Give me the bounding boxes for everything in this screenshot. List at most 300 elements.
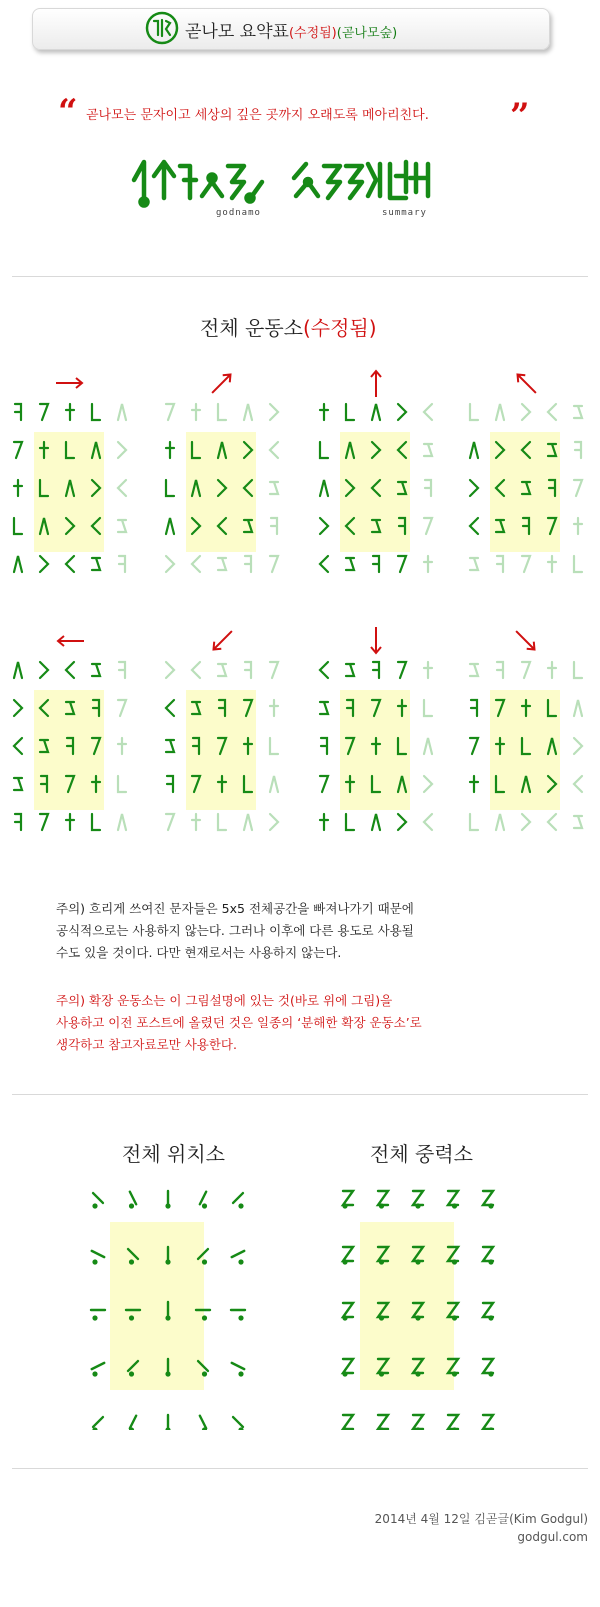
glyph bbox=[575, 442, 581, 458]
glyph bbox=[320, 556, 328, 572]
glyph bbox=[14, 700, 22, 716]
glyph bbox=[346, 480, 354, 496]
glyph bbox=[270, 482, 278, 494]
glyph bbox=[198, 1361, 208, 1377]
glyph bbox=[14, 738, 22, 754]
glyph bbox=[424, 662, 432, 678]
glyph bbox=[523, 518, 529, 534]
glyph bbox=[483, 1303, 494, 1321]
glyph bbox=[413, 1359, 423, 1377]
glyph bbox=[128, 1361, 138, 1377]
direction-arrow-icon bbox=[202, 368, 242, 398]
glyph bbox=[413, 1303, 423, 1321]
direction-arrow-icon bbox=[202, 626, 242, 656]
glyph bbox=[548, 556, 556, 572]
glyph bbox=[166, 700, 174, 716]
glyph bbox=[470, 518, 478, 534]
glyph bbox=[192, 518, 200, 534]
glyph bbox=[574, 518, 582, 534]
glyph bbox=[92, 1363, 105, 1377]
glyph bbox=[548, 444, 556, 456]
script-title-label-right: summary bbox=[382, 208, 427, 218]
glyph bbox=[166, 518, 174, 534]
glyph bbox=[496, 442, 504, 458]
movement-section-title bbox=[200, 312, 377, 341]
glyph bbox=[346, 738, 354, 754]
glyph bbox=[244, 776, 252, 792]
glyph bbox=[244, 404, 252, 420]
header-tag-forest: (곧나모숲) bbox=[336, 26, 398, 41]
glyph bbox=[40, 442, 48, 458]
glyph bbox=[548, 814, 556, 830]
glyph bbox=[346, 776, 354, 792]
glyph bbox=[92, 1251, 105, 1265]
glyph bbox=[200, 1192, 207, 1209]
glyph bbox=[470, 664, 478, 676]
glyph bbox=[470, 814, 478, 830]
glyph bbox=[198, 1249, 208, 1265]
glyph bbox=[118, 442, 126, 458]
glyph bbox=[496, 814, 504, 830]
note-red-line: 사용하고 이전 포스트에 올렸던 것은 일종의 ‘분해한 확장 운동소’로 bbox=[56, 1015, 422, 1030]
note-red bbox=[56, 990, 422, 1056]
glyph bbox=[522, 776, 530, 792]
glyph bbox=[196, 1310, 210, 1321]
footer-date: 2014년 4월 12일 김곧글(Kim Godgul) bbox=[374, 1512, 588, 1526]
quote-open-mark: “ bbox=[58, 92, 78, 132]
glyph bbox=[398, 814, 406, 830]
glyph bbox=[378, 1191, 388, 1209]
glyph bbox=[92, 442, 100, 458]
glyph bbox=[413, 1415, 423, 1430]
glyph bbox=[92, 814, 100, 830]
glyph bbox=[118, 700, 126, 716]
glyph bbox=[92, 480, 100, 496]
glyph bbox=[40, 662, 48, 678]
glyph bbox=[128, 1249, 138, 1265]
glyph bbox=[66, 442, 74, 458]
movement-glyph-grid bbox=[158, 654, 306, 840]
glyph bbox=[165, 1191, 170, 1209]
glyph bbox=[470, 558, 478, 570]
glyph bbox=[424, 518, 432, 534]
glyph bbox=[166, 556, 174, 572]
glyph bbox=[424, 814, 432, 830]
glyph bbox=[398, 662, 406, 678]
glyph bbox=[522, 738, 530, 754]
glyph bbox=[192, 776, 200, 792]
glyph bbox=[118, 738, 126, 754]
glyph bbox=[91, 1310, 105, 1321]
glyph bbox=[14, 556, 22, 572]
glyph bbox=[424, 738, 432, 754]
movement-panel bbox=[6, 654, 154, 840]
glyph bbox=[92, 738, 100, 754]
position-section-title: 전체 위치소 bbox=[122, 1142, 225, 1166]
glyph bbox=[270, 404, 278, 420]
glyph bbox=[346, 814, 354, 830]
glyph bbox=[200, 1416, 207, 1430]
glyph bbox=[166, 814, 174, 830]
glyph bbox=[470, 738, 478, 754]
glyph bbox=[548, 662, 556, 678]
quote-text: 곧나모는 문자이고 세상의 깊은 곳까지 오래도록 메아리친다. bbox=[86, 108, 429, 123]
movement-glyph-grid bbox=[158, 396, 306, 582]
glyph bbox=[471, 700, 477, 716]
glyph bbox=[14, 778, 22, 790]
glyph bbox=[192, 814, 200, 830]
glyph bbox=[320, 776, 328, 792]
glyph bbox=[399, 518, 405, 534]
godnamo-script-title bbox=[128, 152, 458, 222]
glyph bbox=[218, 480, 226, 496]
glyph bbox=[40, 700, 48, 716]
glyph bbox=[166, 662, 174, 678]
glyph bbox=[40, 480, 48, 496]
glyph bbox=[483, 1359, 494, 1377]
movement-panels bbox=[0, 366, 600, 866]
glyph bbox=[14, 480, 22, 496]
glyph bbox=[522, 404, 530, 420]
glyph bbox=[413, 1247, 423, 1265]
glyph bbox=[548, 700, 556, 716]
glyph bbox=[270, 776, 278, 792]
glyph bbox=[347, 700, 353, 716]
glyph bbox=[244, 814, 252, 830]
glyph bbox=[218, 404, 226, 420]
glyph bbox=[14, 442, 22, 458]
movement-title-text: 전체 운동소 bbox=[200, 316, 303, 340]
divider bbox=[12, 276, 588, 277]
movement-glyph-grid bbox=[6, 396, 154, 582]
note-red-line: 생각하고 참고자료로만 사용한다. bbox=[56, 1037, 237, 1052]
glyph bbox=[574, 776, 582, 792]
glyph bbox=[346, 558, 354, 570]
footer-site-link[interactable]: godgul.com bbox=[517, 1530, 588, 1544]
glyph bbox=[372, 404, 380, 420]
motto-quote bbox=[58, 92, 548, 136]
glyph bbox=[320, 404, 328, 420]
glyph bbox=[244, 480, 252, 496]
glyph bbox=[66, 556, 74, 572]
glyph bbox=[245, 556, 251, 572]
glyph bbox=[372, 442, 380, 458]
glyph bbox=[40, 518, 48, 534]
glyph bbox=[372, 814, 380, 830]
glyph bbox=[66, 480, 74, 496]
glyph bbox=[378, 1247, 388, 1265]
script-title-glyphs bbox=[128, 152, 458, 208]
glyph bbox=[233, 1417, 244, 1430]
glyph bbox=[118, 404, 126, 420]
glyph bbox=[165, 1247, 170, 1265]
glyph bbox=[398, 738, 406, 754]
glyph bbox=[67, 738, 73, 754]
glyph bbox=[165, 1302, 170, 1321]
divider bbox=[12, 1094, 588, 1095]
glyph bbox=[346, 442, 354, 458]
header-title bbox=[185, 17, 397, 42]
glyph bbox=[522, 482, 530, 494]
movement-glyph-grid bbox=[6, 654, 154, 840]
direction-arrow-icon bbox=[50, 626, 90, 656]
movement-glyph-grid bbox=[312, 654, 460, 840]
glyph bbox=[424, 444, 432, 456]
glyph bbox=[192, 662, 200, 678]
glyph bbox=[398, 700, 406, 716]
glyph bbox=[470, 442, 478, 458]
glyph bbox=[40, 556, 48, 572]
glyph bbox=[192, 556, 200, 572]
glyph bbox=[218, 738, 226, 754]
movement-panel bbox=[158, 396, 306, 582]
glyph bbox=[378, 1303, 388, 1321]
glyph bbox=[483, 1191, 494, 1209]
glyph bbox=[425, 480, 431, 496]
glyph bbox=[372, 520, 380, 532]
direction-arrow-icon bbox=[356, 626, 396, 656]
glyph bbox=[66, 518, 74, 534]
glyph bbox=[166, 442, 174, 458]
glyph bbox=[231, 1310, 245, 1321]
glyph bbox=[424, 404, 432, 420]
note-black-line: 공식적으로는 사용하지 않는다. 그러나 이후에 다른 용도로 사용될 bbox=[56, 923, 414, 938]
glyph bbox=[119, 556, 125, 572]
movement-panel bbox=[158, 654, 306, 840]
movement-panel bbox=[312, 396, 460, 582]
glyph bbox=[496, 404, 504, 420]
glyph bbox=[244, 520, 252, 532]
glyph bbox=[218, 664, 226, 676]
header-banner bbox=[32, 8, 550, 50]
glyph bbox=[373, 662, 379, 678]
glyph bbox=[342, 1359, 353, 1377]
glyph bbox=[548, 738, 556, 754]
glyph bbox=[574, 480, 582, 496]
position-gravity-panels bbox=[0, 1180, 600, 1440]
glyph bbox=[244, 738, 252, 754]
glyph bbox=[165, 1359, 170, 1377]
movement-panel bbox=[462, 654, 600, 840]
glyph bbox=[320, 702, 328, 714]
note-black-line: 수도 있을 것이다. 다만 현재로서는 사용하지 않는다. bbox=[56, 945, 342, 960]
glyph bbox=[522, 814, 530, 830]
glyph bbox=[92, 558, 100, 570]
direction-arrow-icon bbox=[50, 368, 90, 398]
movement-panel bbox=[6, 396, 154, 582]
glyph bbox=[219, 700, 225, 716]
glyph bbox=[118, 776, 126, 792]
glyph bbox=[165, 1415, 170, 1430]
glyph bbox=[192, 442, 200, 458]
glyph bbox=[92, 1417, 103, 1430]
glyph bbox=[398, 482, 406, 494]
glyph bbox=[574, 662, 582, 678]
glyph bbox=[497, 662, 503, 678]
glyph bbox=[118, 480, 126, 496]
direction-arrow-icon bbox=[506, 368, 546, 398]
glyph bbox=[574, 816, 582, 828]
glyph bbox=[92, 664, 100, 676]
glyph bbox=[270, 662, 278, 678]
glyph bbox=[413, 1191, 423, 1209]
note-black-line: 주의) 흐리게 쓰여진 문자들은 5x5 전체공간을 빠져나가기 때문에 bbox=[56, 901, 414, 916]
glyph bbox=[448, 1191, 458, 1209]
glyph bbox=[522, 442, 530, 458]
glyph bbox=[424, 556, 432, 572]
glyph bbox=[320, 442, 328, 458]
glyph bbox=[118, 520, 126, 532]
glyph bbox=[424, 776, 432, 792]
glyph bbox=[373, 556, 379, 572]
gravity-section-title: 전체 중력소 bbox=[370, 1142, 473, 1166]
glyph bbox=[14, 662, 22, 678]
glyph bbox=[218, 558, 226, 570]
glyph bbox=[244, 700, 252, 716]
header-tag-revised: (수정됨) bbox=[288, 26, 337, 41]
movement-glyph-grid bbox=[312, 396, 460, 582]
glyph bbox=[342, 1191, 353, 1209]
glyph bbox=[320, 480, 328, 496]
glyph bbox=[448, 1359, 458, 1377]
glyph bbox=[218, 814, 226, 830]
glyph bbox=[166, 740, 174, 752]
glyph bbox=[126, 1310, 140, 1321]
glyph bbox=[66, 702, 74, 714]
glyph bbox=[470, 776, 478, 792]
glyph bbox=[93, 700, 99, 716]
glyph bbox=[378, 1415, 388, 1430]
glyph bbox=[378, 1359, 388, 1377]
glyph bbox=[218, 442, 226, 458]
direction-arrow-icon bbox=[506, 626, 546, 656]
note-red-line: 주의) 확장 운동소는 이 그림설명에 있는 것(바로 위에 그림)을 bbox=[56, 993, 393, 1008]
glyph bbox=[549, 480, 555, 496]
glyph bbox=[398, 404, 406, 420]
glyph bbox=[270, 700, 278, 716]
glyph bbox=[548, 404, 556, 420]
glyph bbox=[166, 404, 174, 420]
glyph bbox=[496, 700, 504, 716]
glyph bbox=[496, 738, 504, 754]
glyph bbox=[270, 814, 278, 830]
glyph bbox=[522, 700, 530, 716]
glyph bbox=[66, 662, 74, 678]
glyph bbox=[245, 662, 251, 678]
direction-arrow-icon bbox=[356, 368, 396, 398]
glyph bbox=[92, 404, 100, 420]
glyph bbox=[320, 814, 328, 830]
header-title-main: 곧나모 요약표 bbox=[185, 22, 289, 42]
glyph bbox=[398, 442, 406, 458]
glyph bbox=[470, 480, 478, 496]
glyph bbox=[548, 776, 556, 792]
glyph bbox=[574, 406, 582, 418]
glyph bbox=[40, 404, 48, 420]
movement-panel bbox=[312, 654, 460, 840]
glyph bbox=[192, 404, 200, 420]
glyph bbox=[448, 1303, 458, 1321]
glyph bbox=[193, 738, 199, 754]
glyph bbox=[372, 700, 380, 716]
glyph bbox=[270, 556, 278, 572]
glyph bbox=[166, 480, 174, 496]
glyph bbox=[218, 776, 226, 792]
glyph bbox=[522, 556, 530, 572]
glyph bbox=[496, 480, 504, 496]
glyph bbox=[346, 664, 354, 676]
movement-panel bbox=[462, 396, 600, 582]
glyph bbox=[218, 518, 226, 534]
glyph bbox=[40, 814, 48, 830]
movement-glyph-grid bbox=[462, 396, 600, 582]
glyph bbox=[342, 1247, 353, 1265]
glyph bbox=[448, 1415, 458, 1430]
glyph bbox=[15, 404, 21, 420]
glyph bbox=[270, 442, 278, 458]
glyph bbox=[342, 1415, 353, 1430]
godnamo-logo-icon bbox=[145, 11, 179, 45]
glyph bbox=[233, 1193, 244, 1209]
glyph bbox=[574, 700, 582, 716]
glyph bbox=[372, 776, 380, 792]
glyph bbox=[92, 518, 100, 534]
glyph bbox=[118, 814, 126, 830]
glyph bbox=[232, 1251, 245, 1265]
position-panel bbox=[84, 1180, 254, 1430]
glyph bbox=[92, 1193, 103, 1209]
glyph bbox=[548, 518, 556, 534]
glyph bbox=[14, 518, 22, 534]
glyph bbox=[574, 738, 582, 754]
movement-title-tag: (수정됨) bbox=[302, 316, 377, 340]
glyph bbox=[92, 776, 100, 792]
gravity-panel-glyphs bbox=[334, 1180, 504, 1430]
glyph bbox=[271, 518, 277, 534]
glyph bbox=[270, 738, 278, 754]
glyph bbox=[167, 776, 173, 792]
glyph bbox=[398, 556, 406, 572]
glyph bbox=[470, 404, 478, 420]
glyph bbox=[346, 518, 354, 534]
glyph bbox=[232, 1363, 245, 1377]
glyph bbox=[66, 404, 74, 420]
glyph bbox=[398, 776, 406, 792]
glyph bbox=[119, 662, 125, 678]
glyph bbox=[372, 738, 380, 754]
glyph bbox=[342, 1303, 353, 1321]
gravity-panel bbox=[334, 1180, 504, 1430]
glyph bbox=[574, 556, 582, 572]
glyph bbox=[320, 662, 328, 678]
glyph bbox=[496, 520, 504, 532]
glyph bbox=[66, 776, 74, 792]
glyph bbox=[483, 1415, 494, 1430]
glyph bbox=[346, 404, 354, 420]
movement-glyph-grid bbox=[462, 654, 600, 840]
glyph bbox=[129, 1416, 136, 1430]
glyph bbox=[192, 702, 200, 714]
glyph bbox=[448, 1247, 458, 1265]
glyph bbox=[497, 556, 503, 572]
divider bbox=[12, 1468, 588, 1469]
glyph bbox=[483, 1247, 494, 1265]
script-title-label-left: godnamo bbox=[216, 208, 261, 218]
glyph bbox=[320, 518, 328, 534]
glyph bbox=[40, 740, 48, 752]
glyph bbox=[424, 700, 432, 716]
glyph bbox=[129, 1192, 136, 1209]
